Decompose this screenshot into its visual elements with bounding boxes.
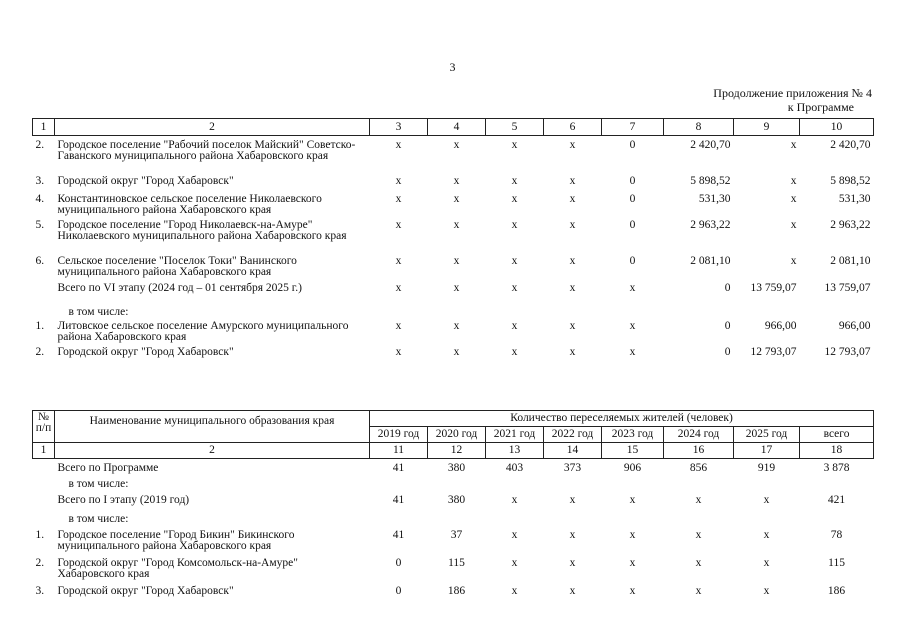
row-value: х [790,139,797,151]
continuation-line1: Продолжение приложения № 4 [713,86,872,100]
row-value: х [569,219,576,231]
row-value: 856 [689,462,708,474]
row-value: х [395,320,402,332]
table-row [33,463,874,479]
table-row [33,307,874,321]
row-name: Городской округ "Город Хабаровск" [57,346,234,358]
row-number [33,479,55,495]
table-row [33,321,874,347]
row-value: х [569,175,576,187]
row-value [664,514,734,530]
table-row [33,558,874,586]
row-value: 2 963,22 [830,219,871,231]
row-value: 5 898,52 [830,175,871,187]
row-value: х [569,139,576,151]
row-value: х [395,175,402,187]
row-value: 919 [757,462,776,474]
table2-header-row-1 [33,411,874,427]
row-value [602,479,664,495]
table-row [33,283,874,307]
continuation-note [713,86,872,114]
col-number-header: № п/п [33,411,55,443]
table1-header-row [33,119,874,136]
row-name: Всего по Программе [57,462,159,474]
row-value: 0 [629,255,636,267]
row-value: 3 878 [823,462,850,474]
row-value [734,479,800,495]
column-number: 12 [428,443,486,459]
column-number: 17 [734,443,800,459]
row-number [33,463,55,479]
row-value [428,514,486,530]
row-value: х [629,529,636,541]
row-name: Городской округ "Город Хабаровск" [57,585,234,597]
row-value: х [695,585,702,597]
row-value: 531,30 [838,193,871,205]
row-name: в том числе: [68,306,129,318]
row-value: х [511,494,518,506]
row-value [734,514,800,530]
row-value [800,514,874,530]
row-name: Городское поселение "Город Николаевск-на-Амуре" Николаевского муниципального района Хабаровского края [57,219,347,242]
group-title-header: Количество переселяемых жителей (человек) [370,411,874,427]
row-value: 2 420,70 [830,139,871,151]
row-value [800,479,874,495]
row-value: 78 [830,529,843,541]
row-value: 531,30 [698,193,731,205]
row-number: 2. [35,139,45,151]
row-value: х [763,529,770,541]
table-row [33,586,874,604]
row-value [370,479,428,495]
row-value: 0 [629,175,636,187]
row-name: в том числе: [68,513,129,525]
row-name: Городское поселение "Рабочий поселок Майский" Советско-Гаванского муниципального района Хабаровского края [57,139,356,162]
row-value [370,307,428,321]
row-value: 0 [395,557,402,569]
row-value: х [629,557,636,569]
row-name: Городской округ "Город Хабаровск" [57,175,234,187]
row-value: х [395,139,402,151]
row-value: х [511,529,518,541]
row-value: х [790,175,797,187]
row-number: 1. [35,529,45,541]
table-row [33,530,874,558]
row-value: х [453,255,460,267]
row-value: х [511,557,518,569]
row-value: х [395,346,402,358]
row-value: х [453,282,460,294]
row-value: х [790,255,797,267]
row-name: Всего по VI этапу (2024 год – 01 сентября 2025 г.) [57,282,302,294]
row-name: Городское поселение "Город Бикин" Бикинского муниципального района Хабаровского края [57,529,295,552]
row-name: в том числе: [68,478,129,490]
table-2 [32,410,874,604]
row-value: 966,00 [838,320,871,332]
row-value: 966,00 [764,320,797,332]
row-value: х [453,175,460,187]
row-value: 41 [392,494,405,506]
row-value: х [511,255,518,267]
row-value: 115 [828,557,845,569]
row-value: х [569,494,576,506]
row-value: 0 [629,139,636,151]
row-value: 12 793,07 [750,346,797,358]
row-value: х [569,585,576,597]
row-number: 2. [35,346,45,358]
row-value: 115 [448,557,465,569]
row-value: 0 [629,219,636,231]
year-header: 2021 год [486,427,544,443]
row-value [602,514,664,530]
row-number: 3. [35,175,45,187]
column-number: 15 [602,443,664,459]
table-1 [32,118,874,369]
row-value: х [569,346,576,358]
column-number: 14 [544,443,602,459]
column-number: 16 [664,443,734,459]
row-value: х [569,529,576,541]
column-number: 13 [486,443,544,459]
year-header: 2025 год [734,427,800,443]
row-value: х [629,320,636,332]
table1-header-cell: 4 [428,119,486,136]
year-header: 2023 год [602,427,664,443]
row-value [602,307,664,321]
row-value: 41 [392,462,405,474]
row-value: х [395,193,402,205]
table1-header-cell: 3 [370,119,428,136]
year-header: 2022 год [544,427,602,443]
table-row [33,140,874,176]
table1-header-cell: 10 [800,119,874,136]
row-name: Всего по I этапу (2019 год) [57,494,190,506]
row-value: х [453,320,460,332]
row-value: х [695,529,702,541]
row-value: 0 [724,320,731,332]
row-value [486,514,544,530]
table-row [33,256,874,283]
row-value: х [511,282,518,294]
year-header: 2019 год [370,427,428,443]
row-number [33,307,55,321]
row-value: х [569,282,576,294]
table1-header-cell: 5 [486,119,544,136]
row-value: х [790,219,797,231]
year-header: 2020 год [428,427,486,443]
year-header: всего [800,427,874,443]
row-name: Сельское поселение "Поселок Токи" Ванинского муниципального района Хабаровского края [57,255,297,278]
row-value: 13 759,07 [750,282,797,294]
row-number: 1. [35,320,45,332]
continuation-line2: к Программе [787,100,854,114]
row-number: 3. [35,585,45,597]
row-value: 421 [827,494,846,506]
row-value: 2 963,22 [690,219,731,231]
year-header: 2024 год [664,427,734,443]
row-value: 12 793,07 [824,346,871,358]
row-value: 0 [395,585,402,597]
table-row [33,479,874,495]
table-row [33,347,874,369]
row-number: 2. [35,557,45,569]
table2-number-row [33,443,874,459]
row-value [486,307,544,321]
row-value: 5 898,52 [690,175,731,187]
column-number: 1 [33,443,55,459]
row-value: х [569,557,576,569]
row-value: х [695,557,702,569]
table1-header-cell: 2 [55,119,370,136]
row-value [544,307,602,321]
row-value: х [629,282,636,294]
column-number: 11 [370,443,428,459]
row-value: х [629,346,636,358]
row-value [664,307,734,321]
row-value: х [511,193,518,205]
row-value: 2 081,10 [830,255,871,267]
row-value [370,514,428,530]
row-value [428,479,486,495]
row-value [428,307,486,321]
row-value: 0 [724,282,731,294]
row-value: х [790,193,797,205]
row-value: х [511,585,518,597]
row-value: х [629,585,636,597]
row-value: 373 [563,462,582,474]
row-value: х [395,282,402,294]
page-number: 3 [449,60,456,74]
row-value: х [695,494,702,506]
table1-header-cell: 9 [734,119,800,136]
row-value: 41 [392,529,405,541]
row-value [734,307,800,321]
row-name: Городской округ "Город Комсомольск-на-Амуре" Хабаровского края [57,557,298,580]
row-value: 0 [724,346,731,358]
row-number: 4. [35,193,45,205]
table-row [33,495,874,514]
row-number: 6. [35,255,45,267]
row-number [33,283,55,307]
row-name: Литовское сельское поселение Амурского муниципального района Хабаровского края [57,320,349,343]
row-value: 37 [450,529,463,541]
row-value: х [395,219,402,231]
row-value [800,307,874,321]
table1-header-cell: 6 [544,119,602,136]
row-value: х [569,320,576,332]
row-number [33,514,55,530]
row-value [486,479,544,495]
row-number: 5. [35,219,45,231]
row-value [544,479,602,495]
table-row [33,220,874,256]
row-value: х [629,494,636,506]
row-value: х [763,557,770,569]
table1-header-cell: 7 [602,119,664,136]
row-value: х [511,320,518,332]
row-value: х [511,139,518,151]
row-name: Константиновское сельское поселение Николаевского муниципального района Хабаровского края [57,193,322,216]
row-value: х [511,346,518,358]
row-value: 13 759,07 [824,282,871,294]
row-value: 2 420,70 [690,139,731,151]
row-value: х [453,139,460,151]
row-number [33,495,55,514]
row-value: х [569,255,576,267]
row-value: 380 [447,462,466,474]
row-value: 186 [827,585,846,597]
row-value [664,479,734,495]
row-value: х [511,219,518,231]
row-value: 0 [629,193,636,205]
col-name-header: Наименование муниципального образования края [55,411,370,443]
row-value: х [569,193,576,205]
table-row [33,194,874,220]
row-value: 380 [447,494,466,506]
row-value: х [511,175,518,187]
table1-header-cell: 8 [664,119,734,136]
row-value: х [453,193,460,205]
row-value: х [395,255,402,267]
row-value: 906 [623,462,642,474]
column-number: 2 [55,443,370,459]
row-value: 2 081,10 [690,255,731,267]
row-value: х [453,219,460,231]
row-value: 403 [505,462,524,474]
row-value [544,514,602,530]
row-value: х [763,494,770,506]
table-row [33,176,874,194]
row-value: х [763,585,770,597]
column-number: 18 [800,443,874,459]
row-value: 186 [447,585,466,597]
table1-header-cell: 1 [33,119,55,136]
table-row [33,514,874,530]
row-value: х [453,346,460,358]
